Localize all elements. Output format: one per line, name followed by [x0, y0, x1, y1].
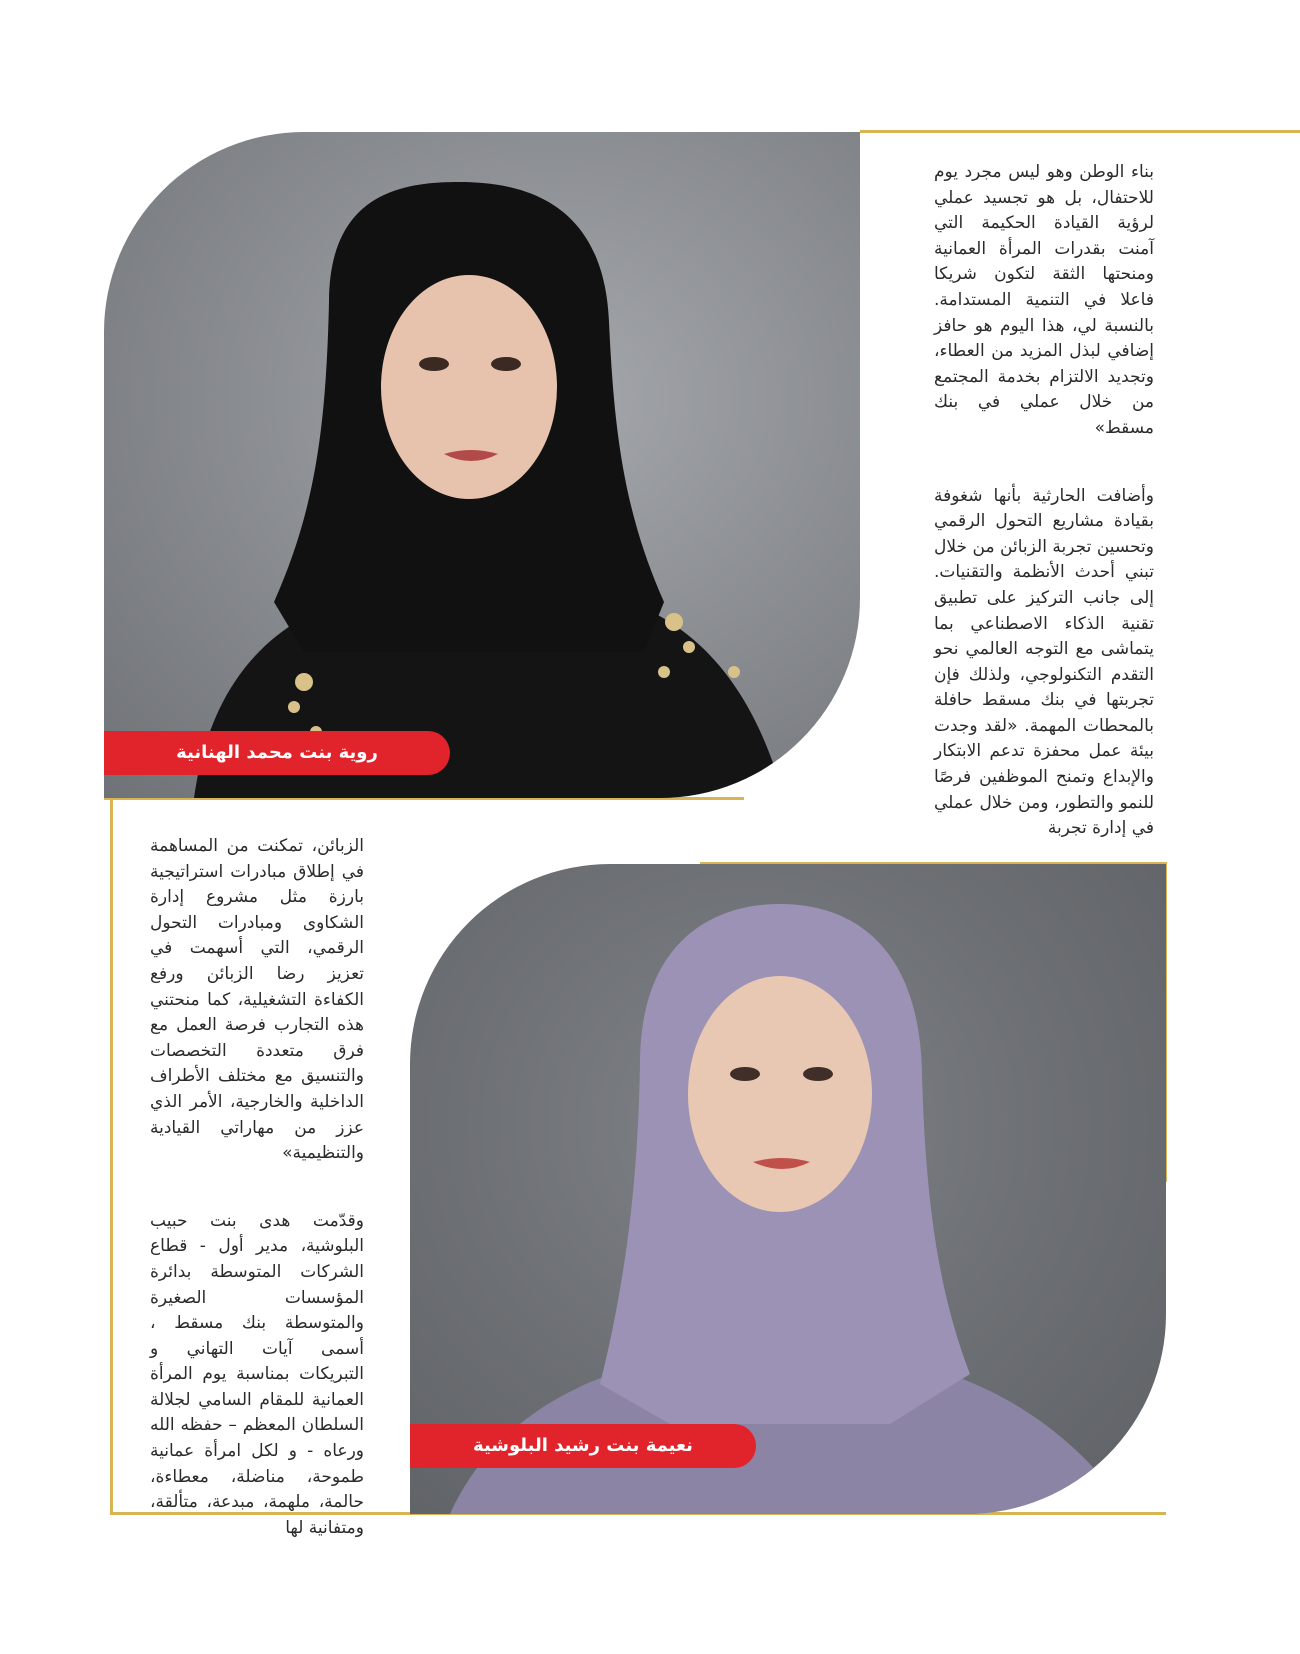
paragraph: بناء الوطن وهو ليس مجرد يوم للاحتفال، بل هو تجسيد عملي لرؤية القيادة الحكيمة التي آمنت بقدرات المرأة العمانية ومنحتها الثقة لتكون شريكا فاعلا في التنمية المستدامة. بالنسبة لي، هذا اليوم هو حافز إضافي لبذل المزيد من العطاء، وتجديد الالتزام بخدمة المجتمع من خلال عملي في بنك مسقط»	[934, 162, 1154, 438]
portrait-illustration-2	[410, 864, 1166, 1514]
paragraph: وقدّمت هدى بنت حبيب البلوشية، مدير أول - قطاع الشركات المتوسطة بدائرة المؤسسات الصغيرة والمتوسطة بنك مسقط ، أسمى آيات التهاني و التبريكات بمناسبة يوم المرأة العمانية للمقام السامي لجلالة السلطان المعظم – حفظه الله ورعاه - و لكل امرأة عمانية طموحة، مناضلة، معطاءة، حالمة، ملهمة، مبدعة، متألقة، ومتفانية لها	[150, 1210, 364, 1538]
gold-rule-top	[860, 130, 1300, 133]
article-column-left	[150, 834, 364, 1583]
name-tag-profile-1: روية بنت محمد الهنانية	[104, 731, 450, 775]
portrait-illustration-1	[104, 132, 860, 798]
paragraph: الزبائن، تمكنت من المساهمة في إطلاق مبادرات استراتيجية بارزة مثل مشروع إدارة الشكاوى ومبادرات التحول الرقمي، التي أسهمت في تعزيز رضا الزبائن ورفع الكفاءة التشغيلية، كما منحتني هذه التجارب فرصة العمل مع فرق متعددة التخصصات والتنسيق مع مختلف الأطراف الداخلية والخارجية، الأمر الذي عزز من مهاراتي القيادية والتنظيمية»	[150, 836, 364, 1164]
gold-rule-left-column	[110, 797, 113, 1512]
article-column-right	[934, 160, 1154, 884]
portrait-photo-1	[104, 132, 860, 798]
portrait-photo-2	[410, 864, 1166, 1514]
paragraph: وأضافت الحارثية بأنها شغوفة بقيادة مشاريع التحول الرقمي وتحسين تجربة الزبائن من خلال تبني أحدث الأنظمة والتقنيات. إلى جانب التركيز على تطبيق تقنية الذكاء الاصطناعي بما يتماشى مع التوجه العالمي نحو التقدم التكنولوجي، ولذلك فإن تجربتها في بنك مسقط حافلة بالمحطات المهمة. «لقد وجدت بيئة عمل محفزة تدعم الابتكار والإبداع وتمنح الموظفين فرصًا للنمو والتطور، ومن خلال عملي في إدارة تجربة	[934, 485, 1154, 839]
name-tag-profile-2: نعيمة بنت رشيد البلوشية	[410, 1424, 756, 1468]
